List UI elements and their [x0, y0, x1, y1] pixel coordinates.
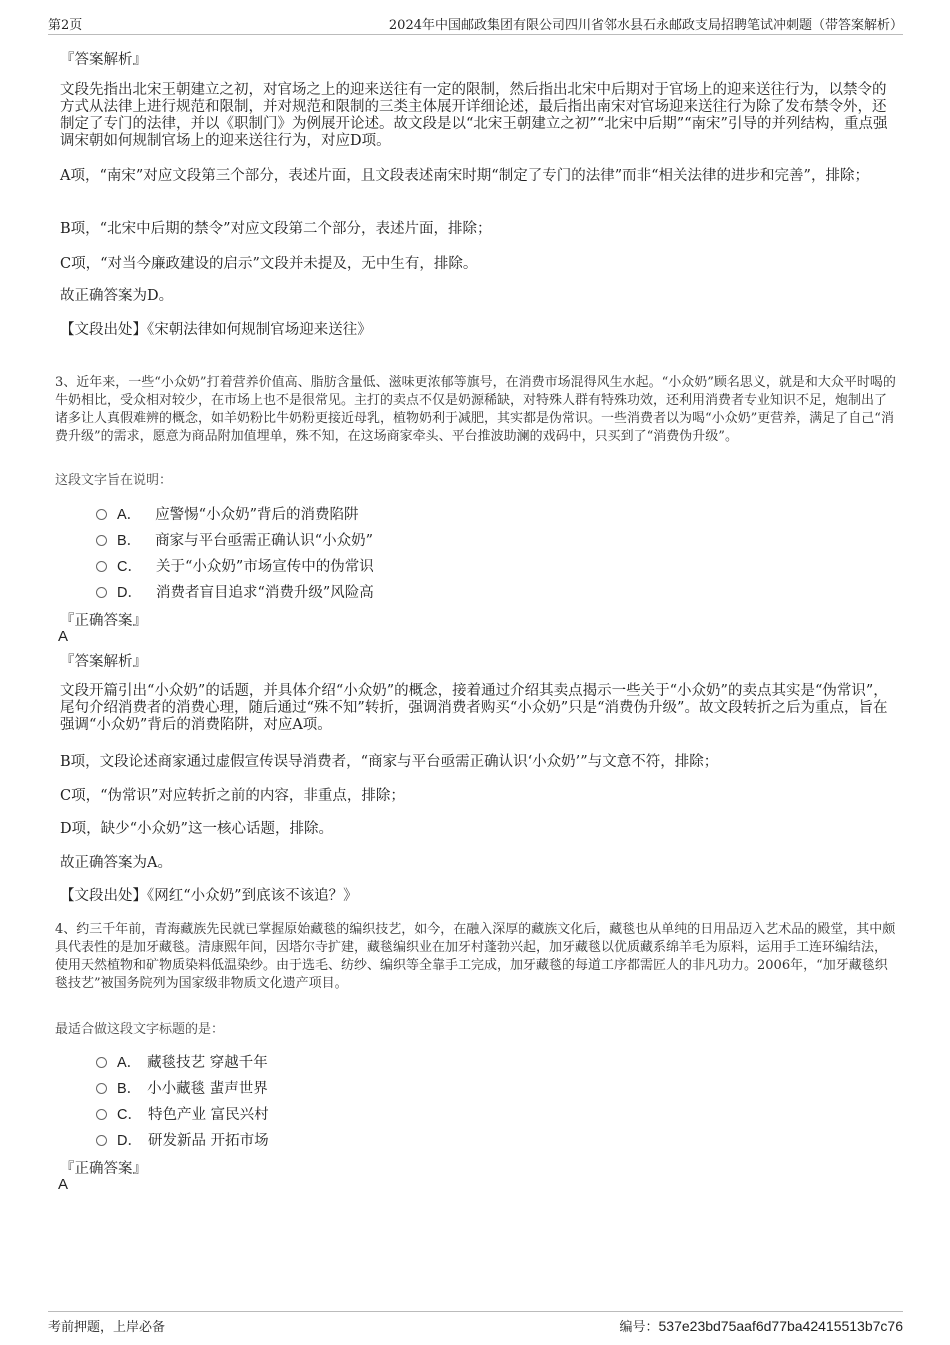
q3-answer: A	[58, 628, 69, 645]
radio-icon[interactable]	[96, 535, 107, 546]
q2-conclusion: 故正确答案为D。	[60, 288, 174, 304]
q4-option-c[interactable]: C． 特色产业 富民兴村	[96, 1103, 269, 1123]
radio-icon[interactable]	[96, 1057, 107, 1068]
q4-answer: A	[58, 1176, 69, 1193]
q3-option-b[interactable]: B． 商家与平台亟需正确认识“小众奶”	[96, 529, 373, 549]
footer-code-label: 编号：	[619, 1320, 659, 1335]
q3-option-a[interactable]: A． 应警惕“小众奶”背后的消费陷阱	[96, 503, 359, 523]
q4-option-a[interactable]: A． 藏毯技艺 穿越千年	[96, 1051, 268, 1071]
q3-analysis-paragraph: 文段开篇引出“小众奶”的话题，并具体介绍“小众奶”的概念，接着通过介绍其卖点揭示一些关于“小众奶”的卖点其实是“伪常识”，尾句介绍消费者的消费心理，随后通过“殊不知”转折，强调消费者购买“小众奶”只是“消费伪升级”。故文段转折之后为重点，旨在强调“小众奶”背后的消费陷阱，对应A项。	[60, 683, 888, 733]
q3-stem: 这段文字旨在说明：	[55, 473, 173, 488]
q4-answer-label: 『正确答案』	[60, 1161, 147, 1177]
radio-icon[interactable]	[96, 587, 107, 598]
radio-icon[interactable]	[96, 509, 107, 520]
radio-icon[interactable]	[96, 561, 107, 572]
radio-icon[interactable]	[96, 1109, 107, 1120]
q3-option-d[interactable]: D． 消费者盲目追求“消费升级”风险高	[96, 581, 374, 601]
q3-analysis-option-c: C项，“伪常识”对应转折之前的内容，非重点，排除；	[60, 788, 405, 804]
page-footer	[48, 1311, 903, 1336]
q4-option-b[interactable]: B． 小小藏毯 蜚声世界	[96, 1077, 268, 1097]
q4-option-d[interactable]: D． 研发新品 开拓市场	[96, 1129, 269, 1149]
footer-code-value: 537e23bd75aaf6d77ba42415513b7c76	[658, 1318, 903, 1334]
q3-analysis-label: 『答案解析』	[60, 654, 147, 670]
radio-icon[interactable]	[96, 1083, 107, 1094]
q4-passage: 4、约三千年前，青海藏族先民就已掌握原始藏毯的编织技艺，如今，在融入深厚的藏族文化后，藏毯也从单纯的日用品迈入艺术品的殿堂，其中颇具代表性的是加牙藏毯。清康熙年间，因塔尔寺扩建，藏毯编织业在加牙村蓬勃兴起，加牙藏毯以优质藏系绵羊毛为原料，运用手工连环编结法，使用天然植物和矿物质染料低温染纱。由于选毛、纺纱、编织等全靠手工完成，加牙藏毯的每道工序都需匠人的非凡功力。2006年，“加牙藏毯织毯技艺”被国务院列为国家级非物质文化遗产项目。	[55, 922, 896, 991]
q3-conclusion: 故正确答案为A。	[60, 855, 172, 871]
q2-analysis-option-a: A项，“南宋”对应文段第三个部分，表述片面，且文段表述南宋时期“制定了专门的法律”而非“相关法律的进步和完善”，排除；	[60, 168, 869, 184]
q3-passage: 3、近年来，一些“小众奶”打着营养价值高、脂肪含量低、滋味更浓郁等旗号，在消费市场混得风生水起。“小众奶”顾名思义，就是和大众平时喝的牛奶相比，受众相对较少，在市场上也不是很常见。主打的卖点不仅是奶源稀缺，对特殊人群有特殊功效，还利用消费者专业知识不足，炮制出了诸多让人真假难辨的概念，如羊奶粉比牛奶粉更接近母乳，植物奶利于减肥，其实都是伪常识。一些消费者以为喝“小众奶”更营养，满足了自己“消费升级”的需求，愿意为商品附加值埋单，殊不知，在这场商家牵头、平台推波助澜的戏码中，只买到了“消费伪升级”。	[55, 375, 896, 444]
q3-analysis-option-b: B项，文段论述商家通过虚假宣传误导消费者，“商家与平台亟需正确认识‘小众奶’”与文意不符，排除；	[60, 754, 719, 770]
page-number: 第2页	[48, 18, 83, 33]
q3-answer-label: 『正确答案』	[60, 613, 147, 629]
footer-code	[620, 1316, 904, 1335]
document-title: 2024年中国邮政集团有限公司四川省邻水县石永邮政支局招聘笔试冲刺题（带答案解析）	[388, 18, 903, 33]
q3-analysis-option-d: D项，缺少“小众奶”这一核心话题，排除。	[60, 821, 333, 837]
page-header	[48, 12, 903, 35]
footer-slogan: 考前押题，上岸必备	[48, 1320, 166, 1335]
q2-analysis-option-c: C项，“对当今廉政建设的启示”文段并未提及，无中生有，排除。	[60, 256, 478, 272]
q2-source: 【文段出处】《宋朝法律如何规制官场迎来送往》	[60, 322, 372, 338]
q4-stem: 最适合做这段文字标题的是：	[55, 1022, 225, 1037]
q2-analysis-paragraph: 文段先指出北宋王朝建立之初，对官场之上的迎来送往有一定的限制，然后指出北宋中后期对于官场上的迎来送往行为，以禁令的方式从法律上进行规范和限制，并对规范和限制的三类主体展开详细论述，最后指出南宋对官场迎来送往行为除了发布禁令外，还制定了专门的法律，并以《职制门》为例展开论述。故文段是以“北宋王朝建立之初”“北宋中后期”“南宋”引导的并列结构，重点强调宋朝如何规制官场上的迎来送往行为，对应D项。	[60, 82, 888, 149]
q2-analysis-option-b: B项，“北宋中后期的禁令”对应文段第二个部分，表述片面，排除；	[60, 221, 492, 237]
q2-analysis-label: 『答案解析』	[60, 52, 147, 68]
radio-icon[interactable]	[96, 1135, 107, 1146]
q3-option-c[interactable]: C． 关于“小众奶”市场宣传中的伪常识	[96, 555, 374, 575]
q3-source: 【文段出处】《网红“小众奶”到底该不该追？》	[60, 888, 358, 904]
